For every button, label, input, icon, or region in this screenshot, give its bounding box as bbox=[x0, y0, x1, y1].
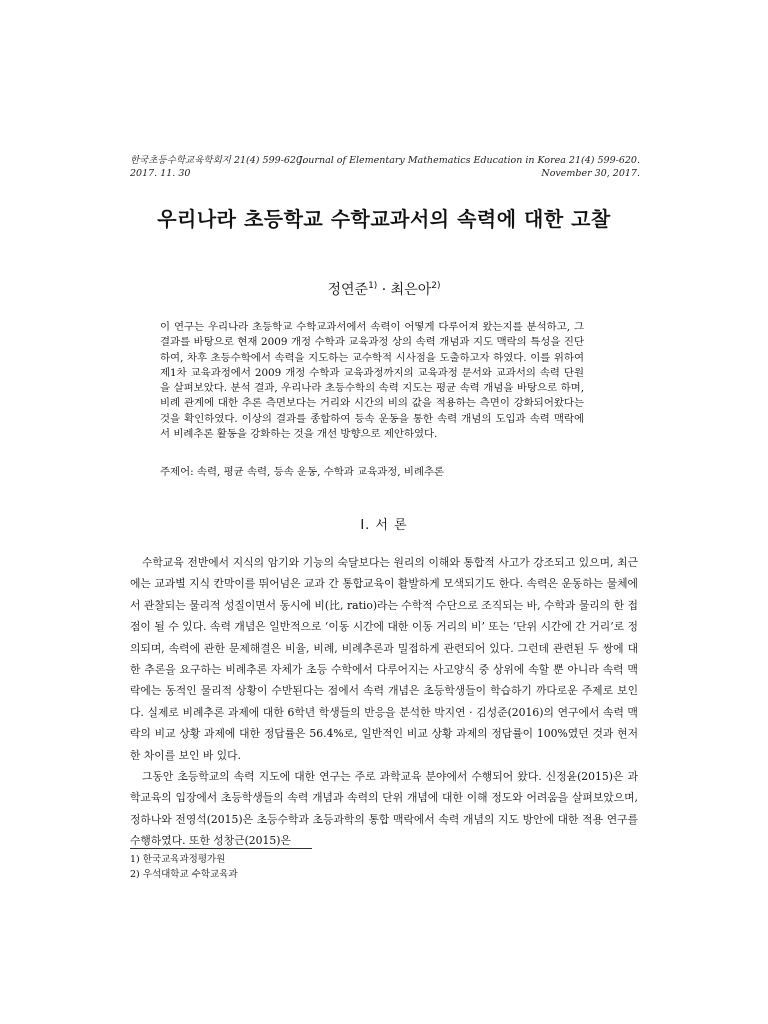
body-text bbox=[130, 552, 638, 852]
abstract: 이 연구는 우리나라 초등학교 수학교과서에서 속력이 어떻게 다루어져 왔는지를 분석하고, 그 결과를 바탕으로 현재 2009 개정 수학과 교육과정 상의 속력 개념과 지도 맥락의 특성을 진단하여, 차후 초등수학에서 속력을 지도하는 교수학적 시사점을 도출하고자 하였다. 이를 위하여 제1차 교육과정에서 2009 개정 수학과 교육과정까지의 교육과정 문서와 교과서의 속력 단원을 살펴보았다. 분석 결과, 우리나라 초등수학의 속력 지도는 평균 속력 개념을 바탕으로 하며, 비례 관계에 대한 추론 측면보다는 거리와 시간의 비의 값을 적용하는 측면이 강화되어왔다는 것을 확인하였다. 이상의 결과를 종합하여 등속 운동을 통한 속력 개념의 도입과 속력 맥락에서 비례추론 활동을 강화하는 것을 개선 방향으로 제안하였다. bbox=[160, 321, 584, 441]
author-name-1: 정연준 bbox=[327, 282, 369, 298]
journal-header-korean bbox=[130, 154, 305, 180]
footnotes bbox=[130, 852, 238, 882]
body-paragraph-2: 그동안 초등학교의 속력 지도에 대한 연구는 주로 과학교육 분야에서 수행되어 왔다. 신정윤(2015)은 과학교육의 입장에서 초등학생들의 속력 개념과 속력의 단위 개념에 대한 이해 정도와 어려움을 살펴보았으며, 정하나와 전영석(2015)은 초등수학과 초등과학의 통합 맥락에서 속력 개념의 지도 방안에 대한 적용 연구를 수행하였다. 또한 성창근(2015)은 bbox=[130, 770, 639, 848]
keywords: 주제어: 속력, 평균 속력, 등속 운동, 수학과 교육과정, 비례추론 bbox=[160, 466, 445, 478]
publication-date-english: November 30, 2017. bbox=[541, 168, 640, 179]
author-name-2: 최은아 bbox=[390, 282, 432, 298]
author-line bbox=[0, 279, 768, 299]
footnote-1: 1) 한국교육과정평가원 bbox=[130, 854, 226, 865]
author-footnote-marker-1: 1) bbox=[368, 281, 378, 291]
footnote-2: 2) 우석대학교 수학교육과 bbox=[130, 869, 238, 880]
body-paragraph-1: 수학교육 전반에서 지식의 암기와 기능의 숙달보다는 원리의 이해와 통합적 사고가 강조되고 있으며, 최근에는 교과별 지식 칸막이를 뛰어넘은 교과 간 통합교육이 활발하게 모색되기도 한다. 속력은 운동하는 물체에서 관찰되는 물리적 성질이면서 동시에 비(比, ratio)라는 수학적 수단으로 조직되는 바, 수학과 물리의 한 접점이 될 수 있다. 속력 개념은 일반적으로 ‘이동 시간에 대한 이동 거리의 비’ 또는 ‘단위 시간에 간 거리’로 정의되며, 속력에 관한 문제해결은 비율, 비례, 비례추론과 밀접하게 관련되어 있다. 그런데 관련된 두 쌍에 대한 추론을 요구하는 비례추론 자체가 초등 수학에서 다루어지는 사고양식 중 상위에 속할 뿐 아니라 속력 맥락에는 동적인 물리적 상황이 수반된다는 점에서 속력 개념은 초등학생들이 학습하기 까다로운 주제로 보인다. 실제로 비례추론 과제에 대한 6학년 학생들의 반응을 분석한 박지연 · 김성준(2016)의 연구에서 속력 맥락의 비교 상황 과제에 대한 정답률은 56.4%로, 일반적인 비교 상황 과제의 정답률이 100%였던 것과 현저한 차이를 보인 바 있다. bbox=[130, 556, 638, 762]
section-heading-introduction: Ⅰ. 서 론 bbox=[360, 518, 408, 533]
journal-citation-english: Journal of Elementary Mathematics Education in Korea 21(4) 599-620. bbox=[298, 155, 640, 166]
journal-citation-korean: 한국초등수학교육학회지 21(4) 599-620. bbox=[130, 155, 306, 166]
author-separator: · bbox=[377, 282, 391, 298]
journal-header-english bbox=[299, 154, 640, 180]
author-footnote-marker-2: 2) bbox=[431, 281, 441, 291]
paper-title: 우리나라 초등학교 수학교과서의 속력에 대한 고찰 bbox=[157, 207, 611, 231]
footnote-divider bbox=[130, 848, 312, 849]
publication-date-korean: 2017. 11. 30 bbox=[130, 168, 191, 179]
